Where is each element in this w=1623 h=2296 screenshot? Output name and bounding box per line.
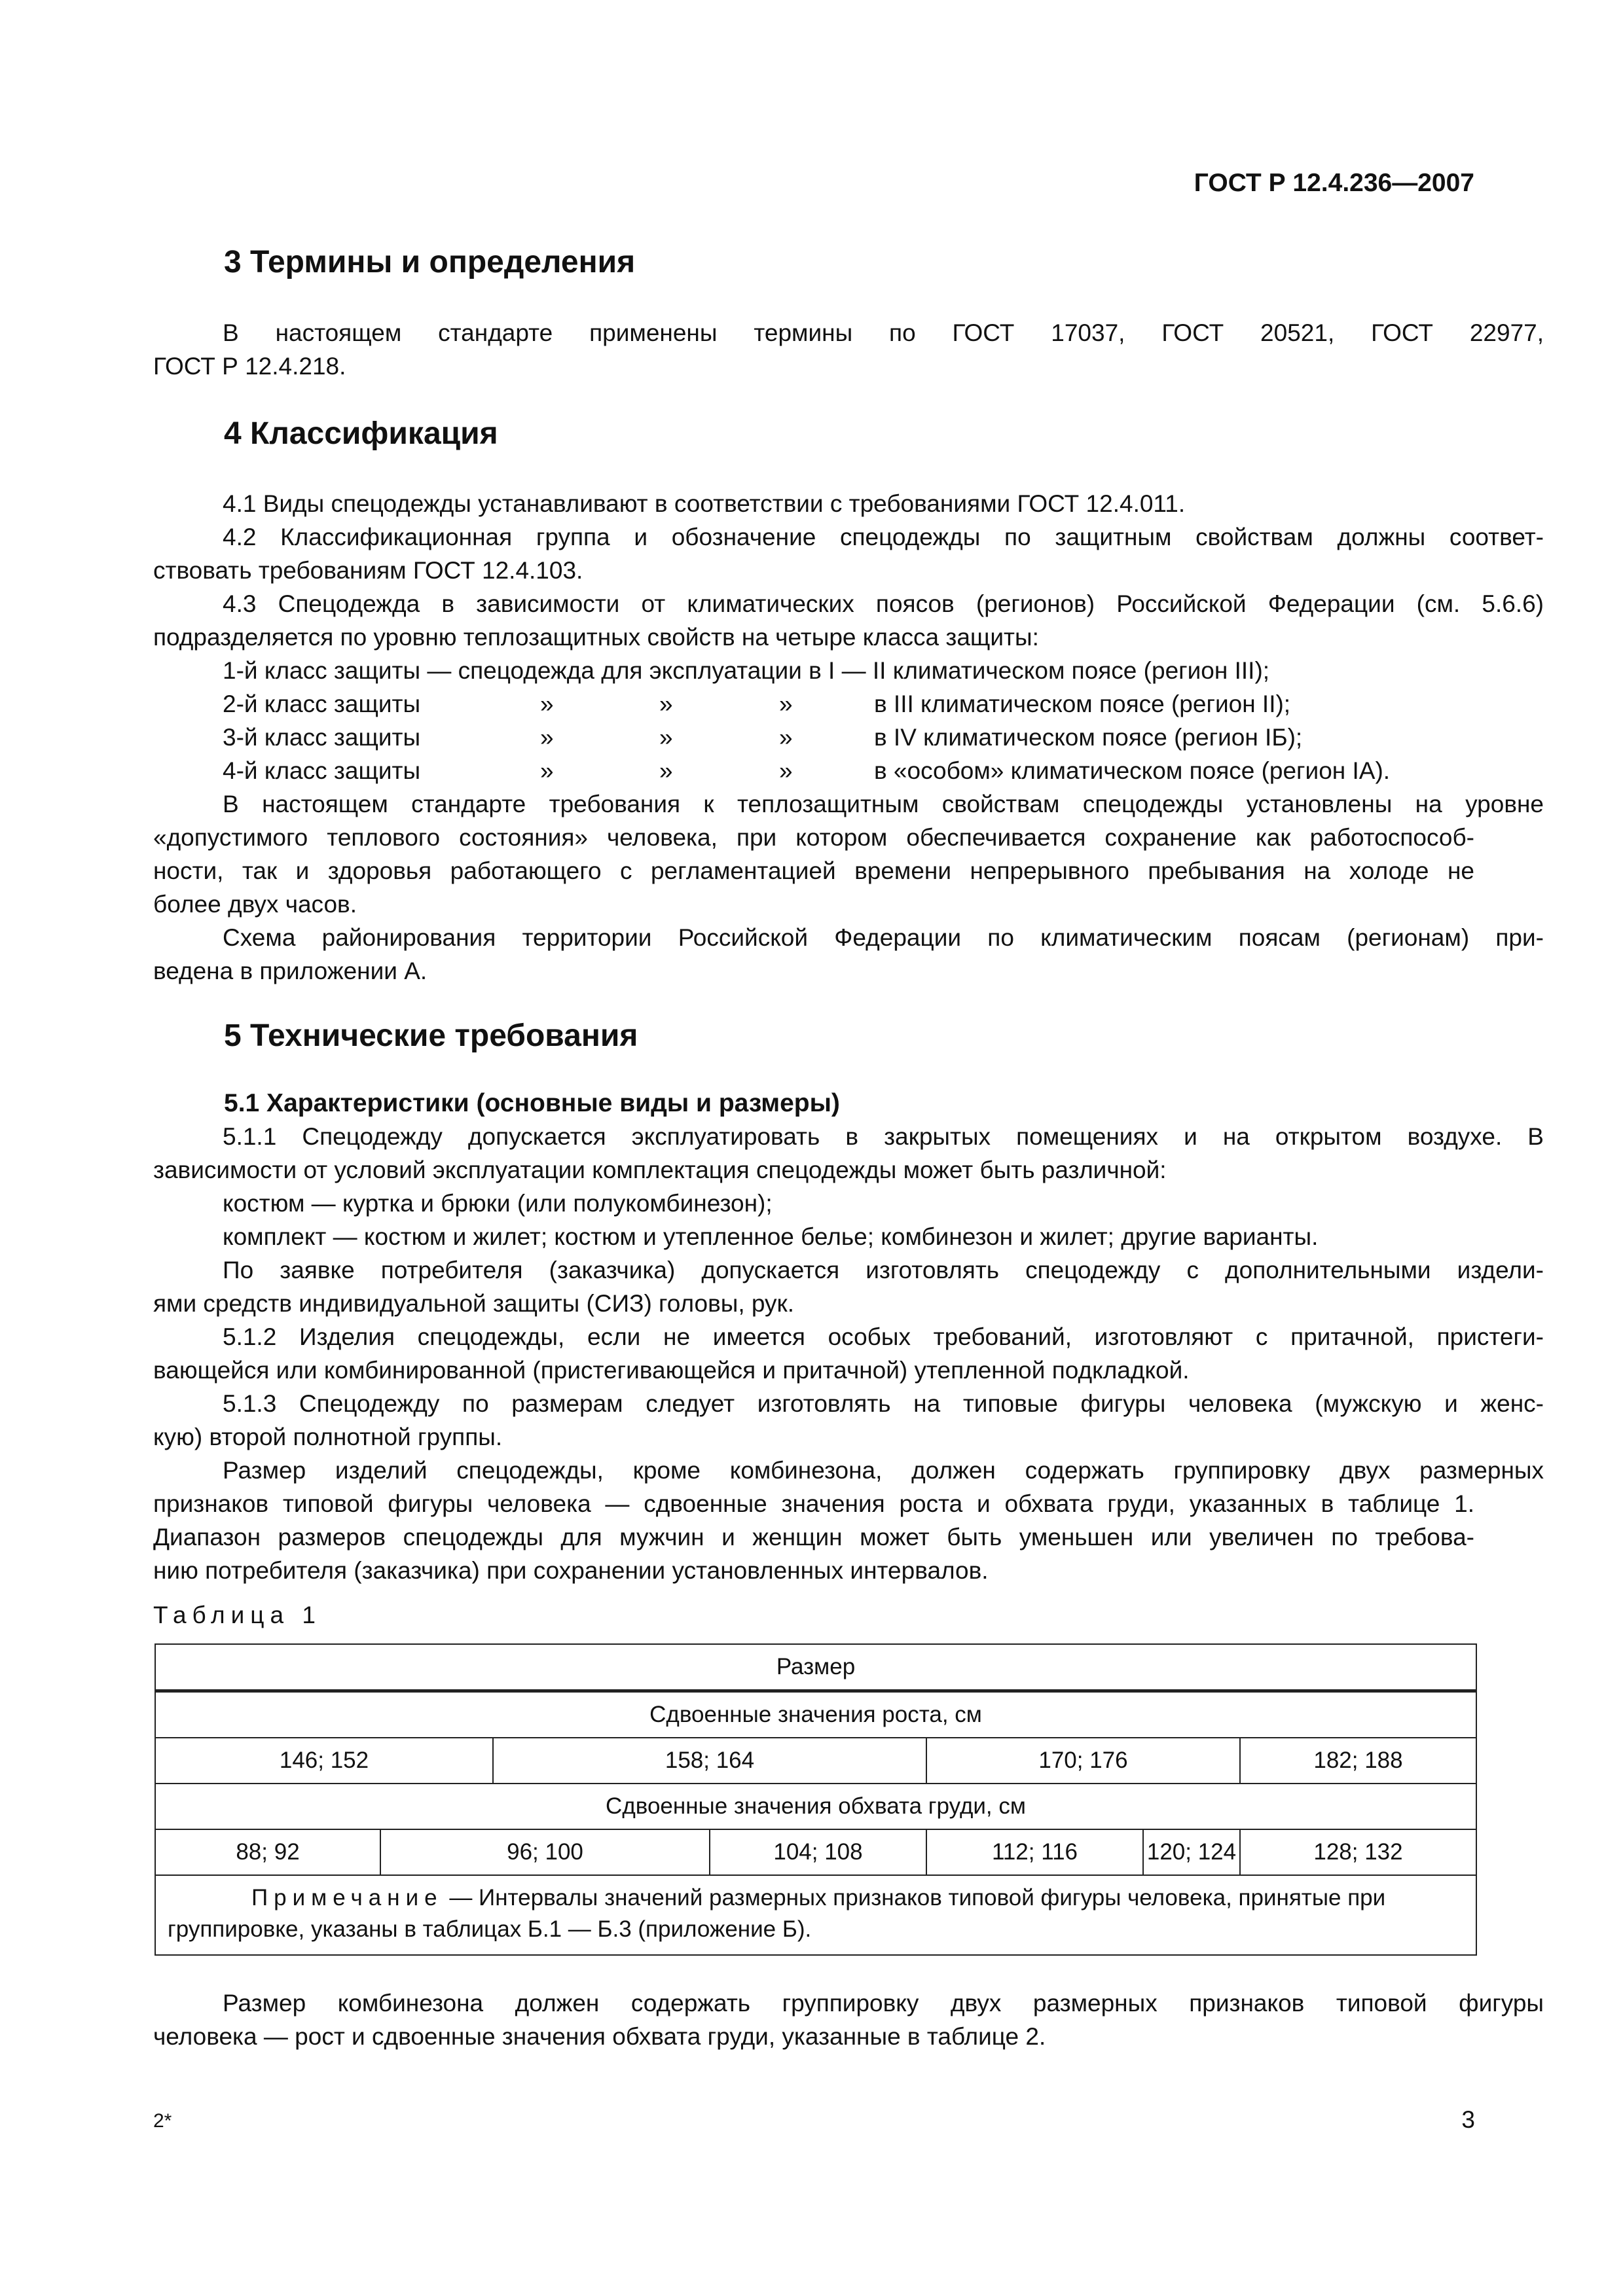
after-table-line2: человека — рост и сдвоенные значения обхвата груди, указанные в таблице 2. bbox=[153, 2023, 1046, 2050]
table-cell-chest: 112; 116 bbox=[926, 1829, 1143, 1875]
table-row bbox=[155, 1738, 1476, 1784]
after-table-line1: Размер комбинезона должен содержать группировку двух размерных признаков типовой фигуры bbox=[223, 1990, 1544, 2017]
sec5-p512-line2: вающейся или комбинированной (пристегивающейся и притачной) утепленной подкладкой. bbox=[153, 1357, 1190, 1384]
class-row bbox=[223, 687, 1480, 721]
document-code: ГОСТ Р 12.4.236—2007 bbox=[1194, 169, 1474, 197]
sec4-p44-line3: ности, так и здоровья работающего с регламентацией времени непрерывного пребывания на холоде не bbox=[153, 857, 1474, 884]
section-4-title: 4 Классификация bbox=[224, 416, 498, 451]
sec5-p511-line1: 5.1.1 Спецодежду допускается эксплуатировать в закрытых помещениях и на открытом воздухе. В bbox=[223, 1123, 1544, 1150]
table-chest-label: Сдвоенные значения обхвата груди, см bbox=[155, 1784, 1476, 1829]
ditto-mark: » bbox=[659, 691, 673, 717]
sec4-p43-line1: 4.3 Спецодежда в зависимости от климатических поясов (регионов) Российской Федерации (см. 5.6.6) bbox=[223, 590, 1544, 617]
table-note bbox=[155, 1875, 1476, 1955]
sec3-p1-line2: ГОСТ Р 12.4.218. bbox=[153, 353, 346, 380]
table-row bbox=[155, 1829, 1476, 1875]
sec4-p44-line1: В настоящем стандарте требования к теплозащитным свойствам спецодежды установлены на уровне bbox=[223, 791, 1544, 817]
table-cell-height: 182; 188 bbox=[1240, 1738, 1476, 1784]
section-5-title: 5 Технические требования bbox=[224, 1018, 638, 1053]
class-row bbox=[223, 754, 1480, 787]
sheet-mark: 2* bbox=[153, 2110, 172, 2132]
sec5-p511-line6: ями средств индивидуальной защиты (СИЗ) головы, рук. bbox=[153, 1290, 795, 1317]
ditto-mark: » bbox=[540, 724, 554, 751]
ditto-mark: » bbox=[779, 691, 793, 717]
class-region: в «особом» климатическом поясе (регион IA). bbox=[874, 757, 1391, 784]
size-table bbox=[155, 1643, 1477, 1956]
sec3-p1-line1: В настоящем стандарте применены термины по ГОСТ 17037, ГОСТ 20521, ГОСТ 22977, bbox=[223, 319, 1544, 346]
table-cell-chest: 120; 124 bbox=[1143, 1829, 1240, 1875]
table-row bbox=[155, 1784, 1476, 1829]
class-row bbox=[223, 721, 1480, 754]
table-row bbox=[155, 1644, 1476, 1691]
note-text: — Интервалы значений размерных признаков типовой фигуры человека, принятые при группировке, указаны в таблицах Б.1 — Б.3 (приложение Б). bbox=[168, 1885, 1386, 1942]
class-label: 2-й класс защиты bbox=[223, 691, 421, 717]
table-cell-height: 146; 152 bbox=[155, 1738, 493, 1784]
sec4-p44-line4: более двух часов. bbox=[153, 891, 357, 918]
ditto-mark: » bbox=[659, 724, 673, 751]
sec4-p45-line2: ведена в приложении А. bbox=[153, 958, 428, 984]
sec4-p44-line2: «допустимого теплового состояния» человека, при котором обеспечивается сохранение как работоспособ- bbox=[153, 824, 1474, 851]
table-height-label: Сдвоенные значения роста, см bbox=[155, 1691, 1476, 1738]
sec5-p514-line4: нию потребителя (заказчика) при сохранении установленных интервалов. bbox=[153, 1557, 989, 1584]
note-label: Примечание bbox=[251, 1885, 443, 1910]
table-header-size: Размер bbox=[155, 1644, 1476, 1691]
subsection-5-1-title: 5.1 Характеристики (основные виды и размеры) bbox=[224, 1089, 840, 1117]
sec5-p514-line3: Диапазон размеров спецодежды для мужчин и женщин может быть уменьшен или увеличен по требова- bbox=[153, 1524, 1474, 1551]
class-region: в IV климатическом поясе (регион IБ); bbox=[874, 724, 1303, 751]
table-1-caption: Таблица 1 bbox=[153, 1602, 321, 1628]
sec5-p514-line1: Размер изделий спецодежды, кроме комбинезона, должен содержать группировку двух размерных bbox=[223, 1457, 1544, 1484]
table-cell-height: 158; 164 bbox=[493, 1738, 926, 1784]
sec5-p512-line1: 5.1.2 Изделия спецодежды, если не имеется особых требований, изготовляют с притачной, пристеги- bbox=[223, 1323, 1544, 1350]
class-region: в III климатическом поясе (регион II); bbox=[874, 691, 1291, 717]
page-number: 3 bbox=[1461, 2106, 1475, 2133]
table-row bbox=[155, 1691, 1476, 1738]
sec5-p511-line4: комплект — костюм и жилет; костюм и утепленное белье; комбинезон и жилет; другие варианты. bbox=[223, 1223, 1319, 1250]
sec4-p42-line1: 4.2 Классификационная группа и обозначение спецодежды по защитным свойствам должны соответ- bbox=[223, 524, 1544, 550]
sec5-p513-line1: 5.1.3 Спецодежду по размерам следует изготовлять на типовые фигуры человека (мужскую и женс- bbox=[223, 1390, 1544, 1417]
ditto-mark: » bbox=[540, 757, 554, 784]
table-cell-chest: 104; 108 bbox=[710, 1829, 926, 1875]
ditto-mark: » bbox=[540, 691, 554, 717]
ditto-mark: » bbox=[779, 757, 793, 784]
ditto-mark: » bbox=[779, 724, 793, 751]
table-cell-chest: 88; 92 bbox=[155, 1829, 380, 1875]
class-label: 3-й класс защиты bbox=[223, 724, 421, 751]
table-cell-chest: 96; 100 bbox=[380, 1829, 710, 1875]
sec5-p511-line2: зависимости от условий эксплуатации комплектация спецодежды может быть различной: bbox=[153, 1157, 1167, 1183]
sec5-p514-line2: признаков типовой фигуры человека — сдвоенные значения роста и обхвата груди, указанных в таблице 1. bbox=[153, 1490, 1474, 1517]
class-label: 4-й класс защиты bbox=[223, 757, 421, 784]
sec4-p41: 4.1 Виды спецодежды устанавливают в соответствии с требованиями ГОСТ 12.4.011. bbox=[223, 490, 1186, 517]
sec5-p513-line2: кую) второй полнотной группы. bbox=[153, 1424, 503, 1450]
sec4-p45-line1: Схема районирования территории Российской Федерации по климатическим поясам (регионам) при- bbox=[223, 924, 1544, 951]
section-3-title: 3 Термины и определения bbox=[224, 245, 636, 279]
sec5-p511-line3: костюм — куртка и брюки (или полукомбинезон); bbox=[223, 1190, 773, 1217]
table-cell-chest: 128; 132 bbox=[1240, 1829, 1476, 1875]
sec5-p511-line5: По заявке потребителя (заказчика) допускается изготовлять спецодежду с дополнительными издели- bbox=[223, 1257, 1544, 1283]
sec4-p43-line2: подразделяется по уровню теплозащитных свойств на четыре класса защиты: bbox=[153, 624, 1039, 651]
table-cell-height: 170; 176 bbox=[926, 1738, 1240, 1784]
class-1-line: 1-й класс защиты — спецодежда для эксплуатации в I — II климатическом поясе (регион III); bbox=[223, 657, 1270, 684]
ditto-mark: » bbox=[659, 757, 673, 784]
sec4-p42-line2: ствовать требованиям ГОСТ 12.4.103. bbox=[153, 557, 583, 584]
table-row bbox=[155, 1875, 1476, 1955]
